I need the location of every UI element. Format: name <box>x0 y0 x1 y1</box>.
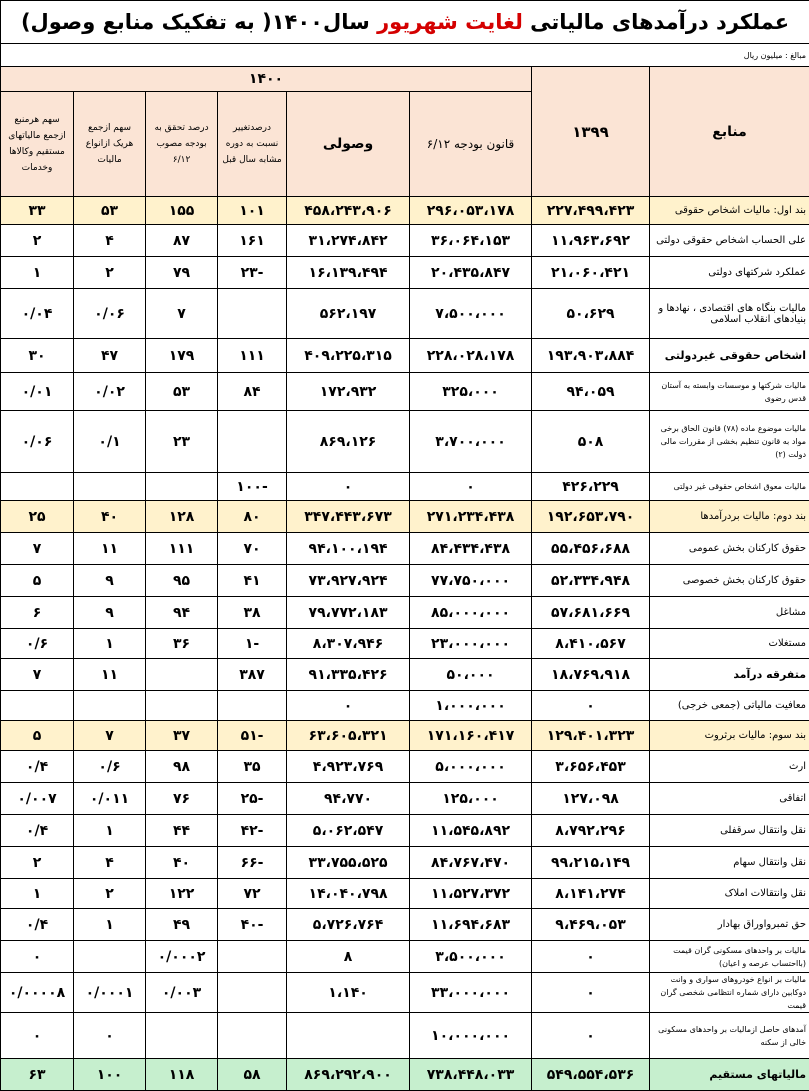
collected-cell: ۷۹،۷۷۲،۱۸۳ <box>287 597 410 629</box>
real-cell: ۷ <box>146 289 218 339</box>
real-cell: ۴۰ <box>146 847 218 879</box>
change-cell: -۶۶ <box>218 847 287 879</box>
source-cell: مالیاتهای مستقیم <box>650 1059 809 1091</box>
change-cell: ۳۸ <box>218 597 287 629</box>
share-total-cell: ۳۳ <box>1 197 74 225</box>
table-row <box>1 1013 809 1059</box>
table-row <box>1 501 809 533</box>
prev-cell: ۵۵،۴۵۶،۶۸۸ <box>532 533 650 565</box>
collected-cell: ۹۴،۱۰۰،۱۹۴ <box>287 533 410 565</box>
header-prev-year: ۱۳۹۹ <box>532 67 650 197</box>
source-cell: معافیت مالیاتی (جمعی خرجی) <box>650 691 809 721</box>
budget-cell: ۸۴،۷۶۷،۴۷۰ <box>410 847 532 879</box>
budget-cell: ۸۵،۰۰۰،۰۰۰ <box>410 597 532 629</box>
share-type-cell: ۰/۰۱۱ <box>74 783 146 815</box>
budget-cell: ۱۲۵،۰۰۰ <box>410 783 532 815</box>
change-cell: ۱۰۱ <box>218 197 287 225</box>
real-cell: ۰/۰۰۰۲ <box>146 941 218 973</box>
source-cell: علی الحساب اشخاص حقوقی دولتی <box>650 225 809 257</box>
change-cell <box>218 289 287 339</box>
table-row <box>1 597 809 629</box>
collected-cell: ۸ <box>287 941 410 973</box>
budget-cell: ۷،۵۰۰،۰۰۰ <box>410 289 532 339</box>
budget-cell: ۳،۷۰۰،۰۰۰ <box>410 411 532 473</box>
collected-cell: ۸۶۹،۲۹۲،۹۰۰ <box>287 1059 410 1091</box>
change-cell <box>218 941 287 973</box>
collected-cell: ۰ <box>287 473 410 501</box>
table-row <box>1 473 809 501</box>
change-cell: ۸۴ <box>218 373 287 411</box>
share-type-cell: ۱۱ <box>74 659 146 691</box>
change-cell: ۷۰ <box>218 533 287 565</box>
table-row <box>1 941 809 973</box>
budget-cell: ۸۴،۴۳۴،۴۳۸ <box>410 533 532 565</box>
share-total-cell: ۰/۰۰۰۰۸ <box>1 973 74 1013</box>
source-cell: بند سوم: مالیات برثروت <box>650 721 809 751</box>
collected-cell <box>287 1013 410 1059</box>
share-type-cell: ۰/۶ <box>74 751 146 783</box>
header-collected: وصولی <box>287 92 410 197</box>
real-cell: ۱۷۹ <box>146 339 218 373</box>
collected-cell: ۸،۳۰۷،۹۴۶ <box>287 629 410 659</box>
title-part3: سال۱۴۰۰( به تفکیک منابع وصول) <box>21 10 370 34</box>
source-cell: اتفاقی <box>650 783 809 815</box>
budget-cell: ۳۲۵،۰۰۰ <box>410 373 532 411</box>
share-type-cell <box>74 941 146 973</box>
share-type-cell <box>74 473 146 501</box>
change-cell <box>218 411 287 473</box>
change-cell <box>218 1013 287 1059</box>
share-type-cell: ۰/۱ <box>74 411 146 473</box>
collected-cell: ۱۴،۰۴۰،۷۹۸ <box>287 879 410 909</box>
prev-cell: ۱۲۷،۰۹۸ <box>532 783 650 815</box>
table-row <box>1 721 809 751</box>
prev-cell: ۰ <box>532 691 650 721</box>
real-cell <box>146 691 218 721</box>
collected-cell: ۳۴۷،۴۴۳،۶۷۳ <box>287 501 410 533</box>
source-cell: حق تمبرواوراق بهادار <box>650 909 809 941</box>
share-total-cell <box>1 691 74 721</box>
collected-cell: ۵،۰۶۲،۵۴۷ <box>287 815 410 847</box>
source-cell: بند دوم: مالیات بردرآمدها <box>650 501 809 533</box>
share-total-cell: ۱ <box>1 879 74 909</box>
share-total-cell: ۶ <box>1 597 74 629</box>
collected-cell: ۹۱،۳۳۵،۴۲۶ <box>287 659 410 691</box>
collected-cell: ۱۶،۱۳۹،۴۹۴ <box>287 257 410 289</box>
table-row <box>1 815 809 847</box>
real-cell: ۲۳ <box>146 411 218 473</box>
source-cell: مالیات بر واحدهای مسکونی گران قیمت (بااحتساب عرصه و اعیان) <box>650 941 809 973</box>
prev-cell: ۱۱،۹۶۳،۶۹۲ <box>532 225 650 257</box>
prev-cell: ۹۴،۰۵۹ <box>532 373 650 411</box>
share-total-cell: ۵ <box>1 721 74 751</box>
share-type-cell: ۱۱ <box>74 533 146 565</box>
change-cell: -۱ <box>218 629 287 659</box>
collected-cell: ۹۴،۷۷۰ <box>287 783 410 815</box>
budget-cell: ۱۰،۰۰۰،۰۰۰ <box>410 1013 532 1059</box>
source-cell: مالیات بنگاه های اقتصادی ، نهادها و بنیادهای انقلاب اسلامی <box>650 289 809 339</box>
real-cell <box>146 473 218 501</box>
source-cell: متفرقه درآمد <box>650 659 809 691</box>
share-total-cell: ۶۳ <box>1 1059 74 1091</box>
source-cell: مستغلات <box>650 629 809 659</box>
real-cell: ۱۱۸ <box>146 1059 218 1091</box>
prev-cell: ۱۹۲،۶۵۳،۷۹۰ <box>532 501 650 533</box>
budget-cell: ۲۹۶،۰۵۳،۱۷۸ <box>410 197 532 225</box>
collected-cell: ۴۰۹،۲۲۵،۳۱۵ <box>287 339 410 373</box>
budget-cell: ۲۳،۰۰۰،۰۰۰ <box>410 629 532 659</box>
unit-label: مبالغ : میلیون ریال <box>1 44 809 67</box>
budget-cell: ۵،۰۰۰،۰۰۰ <box>410 751 532 783</box>
share-total-cell: ۲۵ <box>1 501 74 533</box>
table-row <box>1 659 809 691</box>
share-type-cell: ۹ <box>74 597 146 629</box>
share-total-cell: ۱ <box>1 257 74 289</box>
real-cell: ۷۶ <box>146 783 218 815</box>
change-cell: -۴۲ <box>218 815 287 847</box>
change-cell: ۱۱۱ <box>218 339 287 373</box>
budget-cell: ۰ <box>410 473 532 501</box>
budget-cell: ۱۱،۵۲۷،۳۷۲ <box>410 879 532 909</box>
budget-cell: ۱۷۱،۱۶۰،۴۱۷ <box>410 721 532 751</box>
real-cell: ۹۸ <box>146 751 218 783</box>
prev-cell: ۵۰۸ <box>532 411 650 473</box>
change-cell <box>218 973 287 1013</box>
real-cell <box>146 1013 218 1059</box>
share-total-cell: ۰ <box>1 941 74 973</box>
budget-cell: ۳۳،۰۰۰،۰۰۰ <box>410 973 532 1013</box>
budget-cell: ۲۰،۴۳۵،۸۴۷ <box>410 257 532 289</box>
collected-cell: ۰ <box>287 691 410 721</box>
change-cell: ۱۶۱ <box>218 225 287 257</box>
real-cell: ۸۷ <box>146 225 218 257</box>
source-cell: مالیات بر انواع خودروهای سواری و وانت دوکابین دارای شماره انتظامی شخصی گران قیمت <box>650 973 809 1013</box>
budget-cell: ۱،۰۰۰،۰۰۰ <box>410 691 532 721</box>
share-total-cell: ۲ <box>1 847 74 879</box>
table-row <box>1 339 809 373</box>
real-cell: ۷۹ <box>146 257 218 289</box>
prev-cell: ۵۴۹،۵۵۴،۵۳۶ <box>532 1059 650 1091</box>
page-title <box>1 1 809 44</box>
share-type-cell: ۴۰ <box>74 501 146 533</box>
budget-cell: ۲۲۸،۰۲۸،۱۷۸ <box>410 339 532 373</box>
share-total-cell: ۵ <box>1 565 74 597</box>
prev-cell: ۸،۴۱۰،۵۶۷ <box>532 629 650 659</box>
table-row <box>1 783 809 815</box>
unit-row <box>1 44 809 67</box>
table-row <box>1 373 809 411</box>
header-year-group: ۱۴۰۰ <box>1 67 532 92</box>
real-cell: ۱۲۸ <box>146 501 218 533</box>
title-part1: عملکرد درآمدهای مالیاتی <box>530 10 789 34</box>
share-total-cell: ۰/۴ <box>1 909 74 941</box>
share-type-cell: ۱ <box>74 815 146 847</box>
budget-cell: ۱۱،۵۴۵،۸۹۲ <box>410 815 532 847</box>
change-cell: ۳۸۷ <box>218 659 287 691</box>
table-row <box>1 225 809 257</box>
table-row <box>1 879 809 909</box>
prev-cell: ۸،۱۴۱،۲۷۴ <box>532 879 650 909</box>
share-total-cell: ۷ <box>1 659 74 691</box>
share-total-cell: ۰/۰۱ <box>1 373 74 411</box>
header-source: منابع <box>650 67 809 197</box>
share-total-cell: ۲ <box>1 225 74 257</box>
source-cell: عملکرد شرکتهای دولتی <box>650 257 809 289</box>
real-cell: ۳۷ <box>146 721 218 751</box>
change-cell: -۲۵ <box>218 783 287 815</box>
table-row <box>1 629 809 659</box>
share-type-cell <box>74 691 146 721</box>
change-cell <box>218 691 287 721</box>
collected-cell: ۵۶۲،۱۹۷ <box>287 289 410 339</box>
budget-cell: ۱۱،۶۹۴،۶۸۳ <box>410 909 532 941</box>
share-type-cell: ۴ <box>74 847 146 879</box>
real-cell: ۹۴ <box>146 597 218 629</box>
source-cell: نقل وانتقال سهام <box>650 847 809 879</box>
prev-cell: ۰ <box>532 1013 650 1059</box>
source-cell: مشاغل <box>650 597 809 629</box>
header-change: درصدتغییر نسبت به دوره مشابه سال قبل <box>218 92 287 197</box>
share-type-cell: ۱ <box>74 629 146 659</box>
collected-cell: ۳۱،۲۷۴،۸۴۲ <box>287 225 410 257</box>
real-cell: ۴۴ <box>146 815 218 847</box>
share-type-cell: ۰/۰۲ <box>74 373 146 411</box>
table-row <box>1 565 809 597</box>
share-type-cell: ۱۰۰ <box>74 1059 146 1091</box>
share-total-cell: ۰/۴ <box>1 815 74 847</box>
header-share-total: سهم هرمنبع ازجمع مالیاتهای مستقیم وکالاها وخدمات <box>1 92 74 197</box>
source-cell: مالیات موضوع ماده (۷۸) قانون الحاق برخی مواد به قانون تنظیم بخشی از مقررات مالی دولت (۲) <box>650 411 809 473</box>
share-type-cell: ۴۷ <box>74 339 146 373</box>
collected-cell: ۸۶۹،۱۲۶ <box>287 411 410 473</box>
share-type-cell: ۰ <box>74 1013 146 1059</box>
real-cell: ۰/۰۰۳ <box>146 973 218 1013</box>
real-cell: ۱۵۵ <box>146 197 218 225</box>
table-row <box>1 751 809 783</box>
collected-cell: ۶۳،۶۰۵،۳۲۱ <box>287 721 410 751</box>
prev-cell: ۰ <box>532 941 650 973</box>
change-cell: -۲۳ <box>218 257 287 289</box>
table-row <box>1 257 809 289</box>
header-budget: قانون بودجه ۶/۱۲ <box>410 92 532 197</box>
real-cell <box>146 659 218 691</box>
prev-cell: ۴۲۶،۲۲۹ <box>532 473 650 501</box>
table-row <box>1 973 809 1013</box>
collected-cell: ۵،۷۲۶،۷۶۴ <box>287 909 410 941</box>
source-cell: نقل وانتقالات املاک <box>650 879 809 909</box>
source-cell: مالیات شرکتها و موسسات وابسته به آستان قدس رضوی <box>650 373 809 411</box>
share-total-cell: ۳۰ <box>1 339 74 373</box>
prev-cell: ۹،۴۶۹،۰۵۳ <box>532 909 650 941</box>
share-type-cell: ۷ <box>74 721 146 751</box>
share-type-cell: ۰/۰۶ <box>74 289 146 339</box>
budget-cell: ۳،۵۰۰،۰۰۰ <box>410 941 532 973</box>
table-row <box>1 847 809 879</box>
share-type-cell: ۰/۰۰۰۱ <box>74 973 146 1013</box>
prev-cell: ۱۲۹،۴۰۱،۳۲۳ <box>532 721 650 751</box>
share-type-cell: ۹ <box>74 565 146 597</box>
prev-cell: ۹۹،۲۱۵،۱۴۹ <box>532 847 650 879</box>
prev-cell: ۲۲۷،۴۹۹،۴۲۳ <box>532 197 650 225</box>
table-row <box>1 1059 809 1091</box>
prev-cell: ۲۱،۰۶۰،۴۲۱ <box>532 257 650 289</box>
source-cell: نقل وانتقال سرقفلی <box>650 815 809 847</box>
header-share-type: سهم ازجمع هریک ازانواع مالیات <box>74 92 146 197</box>
prev-cell: ۱۸،۷۶۹،۹۱۸ <box>532 659 650 691</box>
share-total-cell: ۰/۰۴ <box>1 289 74 339</box>
prev-cell: ۵۰،۶۲۹ <box>532 289 650 339</box>
collected-cell: ۷۳،۹۲۷،۹۲۴ <box>287 565 410 597</box>
prev-cell: ۳،۶۵۶،۴۵۳ <box>532 751 650 783</box>
real-cell: ۱۲۲ <box>146 879 218 909</box>
header-realization: درصد تحقق به بودجه مصوب ۶/۱۲ <box>146 92 218 197</box>
table-row <box>1 411 809 473</box>
share-total-cell: ۰ <box>1 1013 74 1059</box>
share-total-cell <box>1 473 74 501</box>
title-part2: لغایت شهریور <box>377 10 523 34</box>
share-type-cell: ۵۳ <box>74 197 146 225</box>
share-total-cell: ۰/۰۰۷ <box>1 783 74 815</box>
title-row <box>1 1 809 44</box>
table-row <box>1 197 809 225</box>
real-cell: ۱۱۱ <box>146 533 218 565</box>
table-row <box>1 289 809 339</box>
share-total-cell: ۰/۶ <box>1 629 74 659</box>
change-cell: -۱۰۰ <box>218 473 287 501</box>
source-cell: آمدهای حاصل ازمالیات بر واحدهای مسکونی خالی از سکنه <box>650 1013 809 1059</box>
share-type-cell: ۲ <box>74 257 146 289</box>
budget-cell: ۲۷۱،۲۳۴،۴۳۸ <box>410 501 532 533</box>
change-cell: -۴۰ <box>218 909 287 941</box>
budget-cell: ۷۷،۷۵۰،۰۰۰ <box>410 565 532 597</box>
share-type-cell: ۴ <box>74 225 146 257</box>
prev-cell: ۵۷،۶۸۱،۶۶۹ <box>532 597 650 629</box>
collected-cell: ۴۵۸،۲۴۳،۹۰۶ <box>287 197 410 225</box>
share-total-cell: ۰/۴ <box>1 751 74 783</box>
header-row-1 <box>1 67 809 92</box>
real-cell: ۵۳ <box>146 373 218 411</box>
change-cell: ۴۱ <box>218 565 287 597</box>
real-cell: ۴۹ <box>146 909 218 941</box>
share-type-cell: ۲ <box>74 879 146 909</box>
real-cell: ۹۵ <box>146 565 218 597</box>
prev-cell: ۰ <box>532 973 650 1013</box>
collected-cell: ۴،۹۲۳،۷۶۹ <box>287 751 410 783</box>
budget-cell: ۳۶،۰۶۴،۱۵۳ <box>410 225 532 257</box>
source-cell: حقوق کارکنان بخش عمومی <box>650 533 809 565</box>
source-cell: ارث <box>650 751 809 783</box>
change-cell: ۷۲ <box>218 879 287 909</box>
change-cell: ۸۰ <box>218 501 287 533</box>
table-row <box>1 691 809 721</box>
prev-cell: ۵۲،۳۳۴،۹۴۸ <box>532 565 650 597</box>
source-cell: حقوق کارکنان بخش خصوصی <box>650 565 809 597</box>
collected-cell: ۱۷۲،۹۳۲ <box>287 373 410 411</box>
change-cell: ۵۸ <box>218 1059 287 1091</box>
change-cell: -۵۱ <box>218 721 287 751</box>
collected-cell: ۱،۱۴۰ <box>287 973 410 1013</box>
change-cell: ۳۵ <box>218 751 287 783</box>
prev-cell: ۱۹۳،۹۰۳،۸۸۴ <box>532 339 650 373</box>
share-total-cell: ۷ <box>1 533 74 565</box>
source-cell: بند اول: مالیات اشخاص حقوقی <box>650 197 809 225</box>
prev-cell: ۸،۷۹۲،۲۹۶ <box>532 815 650 847</box>
share-total-cell: ۰/۰۶ <box>1 411 74 473</box>
budget-cell: ۵۰،۰۰۰ <box>410 659 532 691</box>
table-row <box>1 909 809 941</box>
budget-cell: ۷۳۸،۴۴۸،۰۳۳ <box>410 1059 532 1091</box>
source-cell: مالیات معوق اشخاص حقوقی غیر دولتی <box>650 473 809 501</box>
real-cell: ۳۶ <box>146 629 218 659</box>
collected-cell: ۳۳،۷۵۵،۵۲۵ <box>287 847 410 879</box>
share-type-cell: ۱ <box>74 909 146 941</box>
table-row <box>1 533 809 565</box>
source-cell: اشخاص حقوقی غیردولتی <box>650 339 809 373</box>
